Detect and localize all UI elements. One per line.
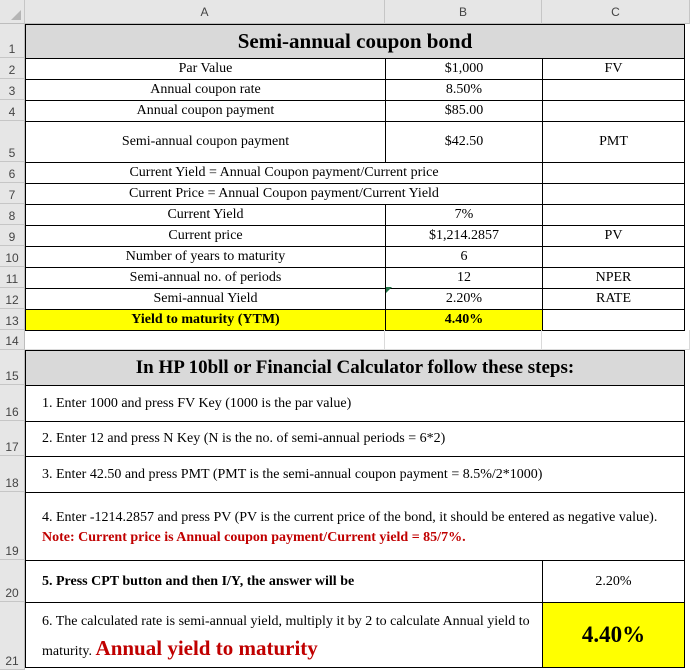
empty-cell[interactable] [542,183,685,205]
tag-nper[interactable]: NPER [542,267,685,289]
empty-cell[interactable] [542,309,685,331]
empty-cell[interactable] [385,330,542,350]
formula-indicator-icon [386,287,392,293]
empty-cell[interactable] [542,204,685,226]
step-5[interactable]: 5. Press CPT button and then I/Y, the answer will be [25,560,543,603]
value-par-value[interactable]: $1,000 [385,58,543,80]
value-ytm[interactable]: 4.40% [385,309,543,331]
step-3[interactable]: 3. Enter 42.50 and press PMT (PMT is the semi-annual coupon payment = 8.5%/2*1000) [25,456,685,493]
tag-rate[interactable]: RATE [542,288,685,310]
step-4-text: 4. Enter -1214.2857 and press PV (PV is the current price of the bond, it should be entered as negative value). [42,510,658,525]
step-5-result[interactable]: 2.20% [542,560,685,603]
step-4-note: Note: Current price is Annual coupon payment/Current yield = 85/7%. [42,530,466,545]
column-header-c[interactable]: C [542,0,690,24]
value-annual-coupon-rate[interactable]: 8.50% [385,79,543,101]
row-header[interactable]: 16 [0,385,25,421]
row-header[interactable]: 15 [0,350,25,385]
label-semi-annual-yield[interactable]: Semi-annual Yield [25,288,386,310]
row-header[interactable]: 5 [0,121,25,162]
row-header[interactable]: 14 [0,330,25,350]
label-current-price[interactable]: Current price [25,225,386,247]
step-2[interactable]: 2. Enter 12 and press N Key (N is the no. of semi-annual periods = 6*2) [25,421,685,457]
label-annual-coupon-rate[interactable]: Annual coupon rate [25,79,386,101]
row-header[interactable]: 9 [0,225,25,246]
empty-cell[interactable] [542,246,685,268]
row-header[interactable]: 12 [0,288,25,309]
empty-cell[interactable] [542,330,690,350]
value-semi-annual-yield[interactable]: 2.20% [385,288,543,310]
column-header-a[interactable]: A [25,0,385,24]
row-header[interactable]: 1 [0,24,25,58]
value-current-price[interactable]: $1,214.2857 [385,225,543,247]
select-all-corner[interactable] [0,0,25,24]
label-ytm[interactable]: Yield to maturity (YTM) [25,309,386,331]
value-current-yield[interactable]: 7% [385,204,543,226]
row-header[interactable]: 11 [0,267,25,288]
formula-current-yield[interactable]: Current Yield = Annual Coupon payment/Current price [25,162,543,184]
empty-cell[interactable] [542,162,685,184]
row-header[interactable]: 6 [0,162,25,183]
step-1[interactable]: 1. Enter 1000 and press FV Key (1000 is the par value) [25,385,685,422]
empty-cell[interactable] [25,330,385,350]
value-semi-annual-coupon-payment[interactable]: $42.50 [385,121,543,163]
formula-current-price[interactable]: Current Price = Annual Coupon payment/Current Yield [25,183,543,205]
row-header[interactable]: 8 [0,204,25,225]
row-header[interactable]: 3 [0,79,25,100]
row-header[interactable]: 10 [0,246,25,267]
step-6[interactable] [25,602,543,668]
step-6-result[interactable]: 4.40% [542,602,685,668]
empty-cell[interactable] [542,100,685,122]
section-title[interactable]: In HP 10bll or Financial Calculator follow these steps: [25,350,685,386]
value-semi-annual-periods[interactable]: 12 [385,267,543,289]
sheet-title[interactable]: Semi-annual coupon bond [25,24,685,59]
row-header[interactable]: 4 [0,100,25,121]
label-semi-annual-coupon-payment[interactable]: Semi-annual coupon payment [25,121,386,163]
column-header-b[interactable]: B [385,0,542,24]
row-header[interactable]: 20 [0,560,25,602]
row-header[interactable]: 13 [0,309,25,330]
tag-pmt[interactable]: PMT [542,121,685,163]
empty-cell[interactable] [542,79,685,101]
label-par-value[interactable]: Par Value [25,58,386,80]
row-header[interactable]: 19 [0,492,25,560]
row-header[interactable]: 21 [0,602,25,670]
row-header[interactable]: 18 [0,456,25,492]
label-annual-coupon-payment[interactable]: Annual coupon payment [25,100,386,122]
step-6-text: 6. The calculated rate is semi-annual yield, multiply it by 2 to calculate Annual yield to maturity. [42,614,530,659]
tag-fv[interactable]: FV [542,58,685,80]
row-header[interactable]: 7 [0,183,25,204]
label-semi-annual-periods[interactable]: Semi-annual no. of periods [25,267,386,289]
step-4[interactable] [25,492,685,561]
value-years-to-maturity[interactable]: 6 [385,246,543,268]
value-annual-coupon-payment[interactable]: $85.00 [385,100,543,122]
step-6-note: Annual yield to maturity [95,636,318,660]
tag-pv[interactable]: PV [542,225,685,247]
row-header[interactable]: 2 [0,58,25,79]
label-years-to-maturity[interactable]: Number of years to maturity [25,246,386,268]
row-header[interactable]: 17 [0,421,25,456]
label-current-yield[interactable]: Current Yield [25,204,386,226]
